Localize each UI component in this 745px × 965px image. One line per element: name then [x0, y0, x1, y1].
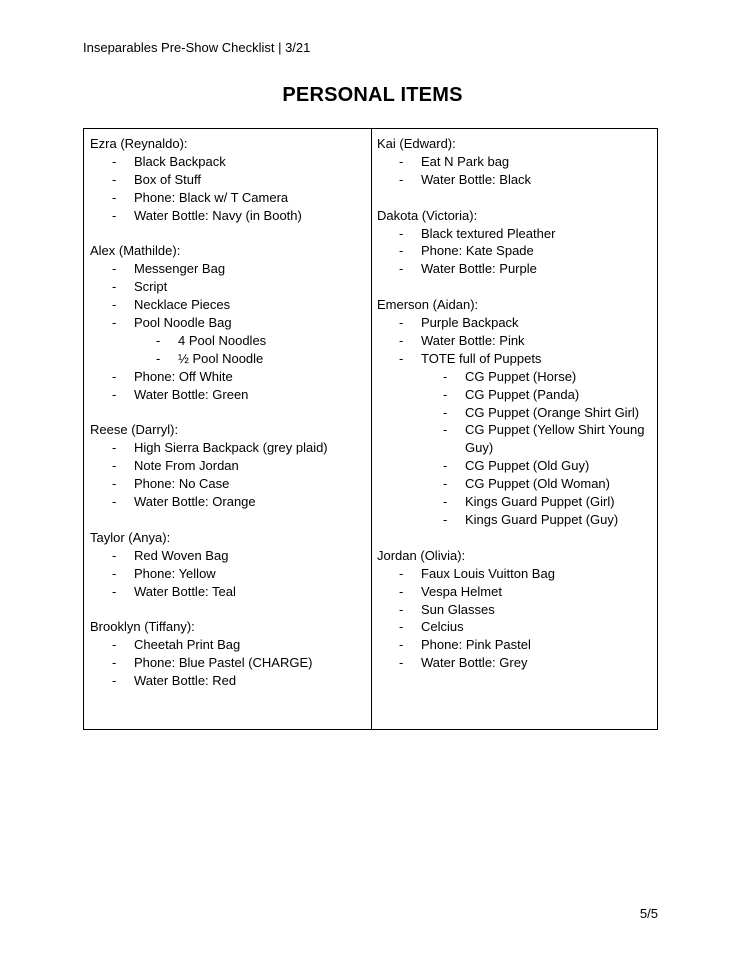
item-text: TOTE full of Puppets [421, 350, 542, 366]
person-block [90, 242, 368, 403]
list-item [90, 189, 368, 207]
item-text: Script [134, 279, 168, 295]
person-name: Taylor (Anya): [90, 529, 171, 545]
person-name: Ezra (Reynaldo): [90, 136, 188, 151]
sub-list-item [90, 332, 368, 350]
item-text: Phone: Pink Pastel [421, 637, 531, 653]
bullet-dash: - [112, 189, 117, 205]
sub-list-item [377, 404, 655, 422]
bullet-dash: - [443, 368, 448, 384]
sub-list-item [377, 457, 655, 475]
list-item [377, 171, 655, 189]
list-item [90, 368, 368, 386]
bullet-dash: - [112, 440, 117, 456]
person-block [377, 135, 655, 189]
bullet-dash: - [112, 583, 117, 599]
bullet-dash: - [443, 458, 448, 474]
item-text: Water Bottle: Teal [134, 583, 236, 599]
column-divider [371, 129, 372, 729]
item-text: Messenger Bag [134, 261, 226, 277]
list-item [377, 654, 655, 672]
item-text: Water Bottle: Black [421, 171, 532, 187]
sub-item-text: Kings Guard Puppet (Guy) [465, 512, 619, 527]
bullet-dash: - [112, 386, 117, 402]
bullet-dash: - [399, 655, 404, 671]
sub-item-text: CG Puppet (Old Guy) [465, 458, 590, 474]
item-text: Water Bottle: Pink [421, 332, 525, 348]
page-number: 5/5 [639, 906, 658, 921]
list-item [90, 547, 368, 565]
sub-item-text: CG Puppet (Old Woman) [465, 476, 610, 492]
list-item [377, 350, 655, 368]
sub-list-item [377, 493, 655, 511]
list-item [377, 153, 655, 171]
person-block [377, 296, 655, 529]
bullet-dash: - [399, 243, 404, 259]
sub-list-item [377, 421, 655, 457]
right-column [377, 135, 655, 690]
sub-item-text: CG Puppet (Yellow Shirt Young Guy) [465, 422, 645, 456]
item-text: Water Bottle: Red [134, 673, 237, 689]
person-block [377, 547, 655, 672]
list-item [90, 314, 368, 332]
item-text: Eat N Park bag [421, 153, 510, 169]
item-text: Phone: Off White [134, 368, 233, 384]
bullet-dash: - [399, 350, 404, 366]
item-text: Celcius [421, 619, 464, 635]
bullet-dash: - [399, 583, 404, 599]
person-block [377, 207, 655, 279]
item-text: Box of Stuff [134, 171, 201, 187]
sub-item-text: CG Puppet (Panda) [465, 386, 580, 402]
list-item [377, 636, 655, 654]
sub-item-text: Kings Guard Puppet (Girl) [465, 494, 615, 510]
page-title: PERSONAL ITEMS [282, 84, 463, 106]
item-text: Sun Glasses [421, 601, 495, 617]
list-item [90, 260, 368, 278]
bullet-dash: - [112, 171, 117, 187]
item-text: Red Woven Bag [134, 547, 229, 563]
sub-item-text: CG Puppet (Orange Shirt Girl) [465, 404, 640, 420]
item-text: Phone: Kate Spade [421, 243, 534, 259]
bullet-dash: - [443, 422, 448, 438]
person-name: Dakota (Victoria): [377, 207, 478, 223]
list-item [377, 601, 655, 619]
bullet-dash: - [112, 494, 117, 510]
bullet-dash: - [443, 512, 448, 527]
bullet-dash: - [112, 565, 117, 581]
list-item [90, 296, 368, 314]
bullet-dash: - [112, 153, 117, 169]
sub-item-text: ½ Pool Noodle [178, 350, 264, 366]
bullet-dash: - [443, 494, 448, 510]
list-item [90, 171, 368, 189]
bullet-dash: - [112, 297, 117, 313]
sub-item-text: CG Puppet (Horse) [465, 368, 577, 384]
list-item [377, 314, 655, 332]
items-table [83, 128, 658, 730]
bullet-dash: - [443, 386, 448, 402]
list-item [377, 260, 655, 278]
person-block [90, 618, 368, 690]
bullet-dash: - [443, 476, 448, 492]
item-text: Water Bottle: Purple [421, 261, 537, 277]
bullet-dash: - [156, 332, 161, 348]
bullet-dash: - [112, 207, 117, 223]
list-item [90, 439, 368, 457]
item-text: Phone: Blue Pastel (CHARGE) [134, 655, 313, 671]
person-block [90, 421, 368, 511]
item-text: Water Bottle: Orange [134, 494, 256, 510]
person-block [90, 135, 368, 225]
bullet-dash: - [112, 637, 117, 653]
list-item [90, 386, 368, 404]
person-name: Kai (Edward): [377, 136, 456, 151]
bullet-dash: - [112, 655, 117, 671]
list-item [377, 332, 655, 350]
list-item [377, 242, 655, 260]
list-item [90, 153, 368, 171]
bullet-dash: - [399, 565, 404, 581]
person-block [90, 529, 368, 601]
item-text: Necklace Pieces [134, 297, 231, 313]
item-text: Faux Louis Vuitton Bag [421, 565, 555, 581]
bullet-dash: - [112, 279, 117, 295]
sub-list-item [377, 386, 655, 404]
list-item [90, 278, 368, 296]
item-text: Note From Jordan [134, 458, 239, 474]
sub-list-item [377, 368, 655, 386]
bullet-dash: - [112, 458, 117, 474]
item-text: Vespa Helmet [421, 583, 502, 599]
person-name: Alex (Mathilde): [90, 243, 181, 259]
bullet-dash: - [112, 673, 117, 689]
bullet-dash: - [399, 261, 404, 277]
person-name: Reese (Darryl): [90, 422, 179, 438]
item-text: Phone: No Case [134, 476, 230, 492]
bullet-dash: - [399, 601, 404, 617]
sub-list-item [377, 475, 655, 493]
list-item [90, 583, 368, 601]
item-text: Black Backpack [134, 153, 226, 169]
bullet-dash: - [399, 637, 404, 653]
sub-list-item [90, 350, 368, 368]
bullet-dash: - [112, 368, 117, 384]
bullet-dash: - [399, 225, 404, 241]
document-header: Inseparables Pre-Show Checklist | 3/21 [83, 40, 311, 55]
bullet-dash: - [112, 261, 117, 277]
list-item [90, 672, 368, 690]
item-text: Water Bottle: Grey [421, 655, 528, 671]
bullet-dash: - [156, 350, 161, 366]
list-item [90, 207, 368, 225]
bullet-dash: - [443, 404, 448, 420]
bullet-dash: - [112, 315, 117, 331]
item-text: Pool Noodle Bag [134, 315, 232, 331]
sub-item-text: 4 Pool Noodles [178, 332, 267, 348]
bullet-dash: - [399, 171, 404, 187]
person-name: Jordan (Olivia): [377, 547, 466, 563]
bullet-dash: - [399, 153, 404, 169]
bullet-dash: - [399, 332, 404, 348]
list-item [90, 457, 368, 475]
person-name: Emerson (Aidan): [377, 297, 479, 313]
item-text: Black textured Pleather [421, 225, 556, 241]
list-item [90, 636, 368, 654]
bullet-dash: - [399, 315, 404, 331]
bullet-dash: - [399, 619, 404, 635]
bullet-dash: - [112, 476, 117, 492]
item-text: Phone: Yellow [134, 565, 216, 581]
list-item [90, 565, 368, 583]
sub-list-item [377, 511, 655, 529]
list-item [377, 583, 655, 601]
list-item [377, 225, 655, 243]
item-text: Water Bottle: Green [134, 386, 249, 402]
bullet-dash: - [112, 547, 117, 563]
item-text: Phone: Black w/ T Camera [134, 189, 289, 205]
list-item [90, 493, 368, 511]
item-text: Purple Backpack [421, 315, 519, 331]
person-name: Brooklyn (Tiffany): [90, 619, 195, 635]
item-text: Cheetah Print Bag [134, 637, 241, 653]
list-item [377, 618, 655, 636]
list-item [90, 475, 368, 493]
item-text: High Sierra Backpack (grey plaid) [134, 440, 328, 456]
list-item [377, 565, 655, 583]
left-column [90, 135, 368, 708]
list-item [90, 654, 368, 672]
item-text: Water Bottle: Navy (in Booth) [134, 207, 302, 223]
